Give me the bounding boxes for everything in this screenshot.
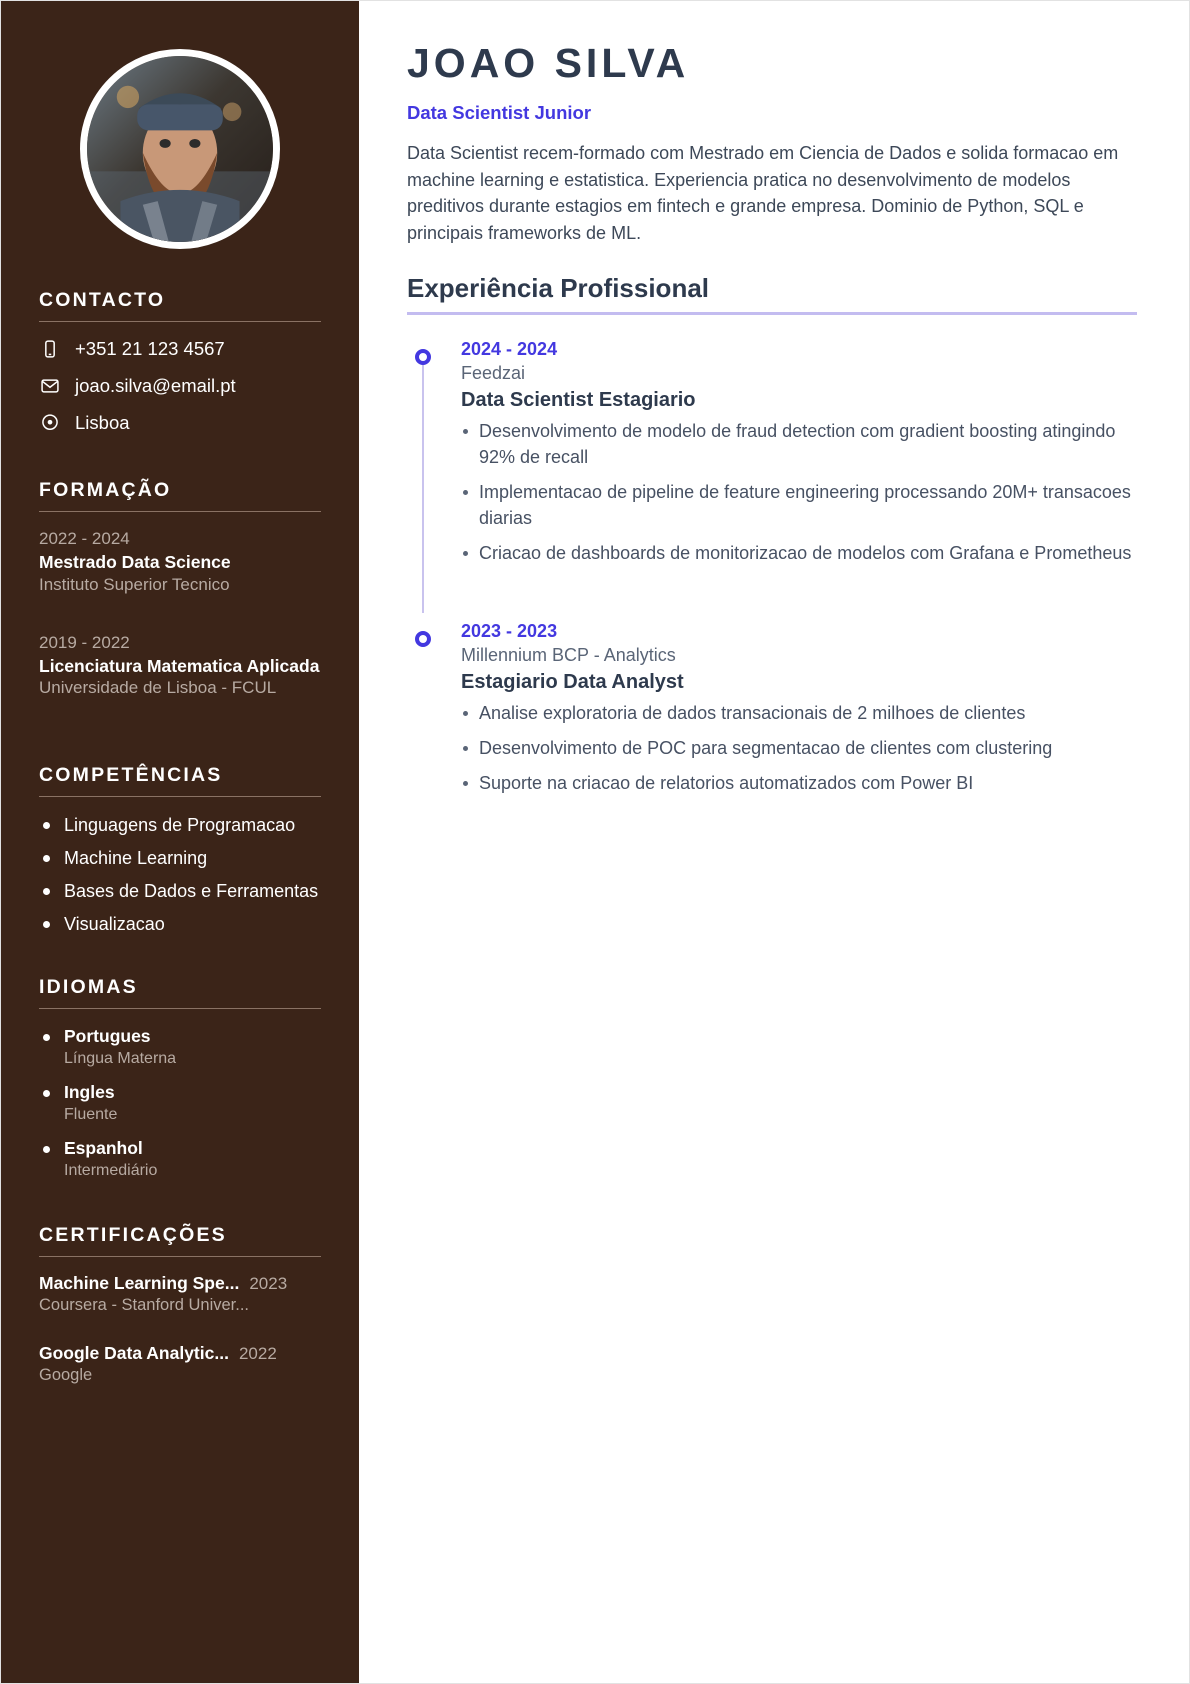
list-item: Implementacao de pipeline de feature engineering processando 20M+ transacoes diarias [461,479,1137,531]
languages-heading: IDIOMAS [39,975,138,998]
experience-company: Feedzai [461,362,526,383]
certification-item [39,1343,321,1387]
certification-name: Machine Learning Spe... [39,1272,240,1293]
languages-list [39,1025,321,1182]
contact-phone-row[interactable] [39,338,321,360]
skills-heading: COMPETÊNCIAS [39,763,223,786]
language-name: Portugues [64,1025,151,1046]
certifications-heading: CERTIFICAÇÕES [39,1223,227,1246]
language-level: Fluente [64,1105,118,1123]
education-degree: Licenciatura Matematica Aplicada [39,655,320,676]
experience-period: 2023 - 2023 [461,620,558,641]
language-name: Ingles [64,1082,115,1103]
envelope-icon [39,375,61,397]
profile-photo-icon [87,56,273,242]
experience-bullets [461,700,1137,796]
list-item: Linguagens de Programacao [39,813,321,837]
list-item: Desenvolvimento de modelo de fraud detection com gradient boosting atingindo 92% de recall [461,418,1137,470]
list-item: Criacao de dashboards de monitorizacao de modelos com Grafana e Prometheus [461,540,1137,566]
job-title: Data Scientist Junior [407,102,592,124]
certifications-section [1,1224,359,1387]
certification-year: 2023 [249,1273,288,1293]
experience-heading: Experiência Profissional [407,272,710,303]
avatar [80,49,280,249]
skills-divider [39,796,321,797]
location-pin-icon [39,412,61,434]
education-item [39,528,321,596]
education-section [1,479,359,700]
certification-header [39,1273,321,1294]
language-level: Intermediário [64,1162,158,1180]
sidebar [1,1,359,1683]
certifications-divider [39,1256,321,1257]
list-item [39,1081,321,1125]
experience-item [461,337,1137,567]
education-period: 2019 - 2022 [39,632,130,652]
list-item: Machine Learning [39,846,321,870]
skills-section [1,764,359,937]
certification-issuer: Coursera - Stanford Univer... [39,1295,250,1314]
experience-period: 2024 - 2024 [461,338,558,359]
experience-company: Millennium BCP - Analytics [461,644,676,665]
timeline-dot-icon [415,349,431,365]
timeline-line [422,365,424,613]
education-divider [39,511,321,512]
contact-email-text: joao.silva@email.pt [75,375,236,396]
education-period: 2022 - 2024 [39,529,130,548]
contact-phone-text: +351 21 123 4567 [75,338,225,359]
profile-summary: Data Scientist recem-formado com Mestrado em Ciencia de Dados e solida formacao em machine learning e estatistica. Experiencia pratica no desenvolvimento de modelos preditivos durante estagios em fintech e grande empresa. Dominio de Python, SQL e principais frameworks de ML. [407,143,1119,243]
contact-heading: CONTACTO [39,289,166,311]
languages-divider [39,1008,321,1009]
list-item [39,1025,321,1069]
list-item: Analise exploratoria de dados transacionais de 2 milhoes de clientes [461,700,1137,726]
education-degree: Mestrado Data Science [39,551,231,572]
contact-section [1,289,359,434]
list-item: Suporte na criacao de relatorios automatizados com Power BI [461,770,1137,796]
language-name: Espanhol [64,1138,143,1159]
certification-header [39,1343,321,1364]
education-school: Instituto Superior Tecnico [39,574,230,594]
page-title: JOAO SILVA [407,40,690,86]
certification-issuer: Google [39,1365,93,1384]
experience-role: Estagiario Data Analyst [461,671,684,694]
contact-divider [39,321,321,322]
education-item [39,632,321,700]
list-item [39,1137,321,1181]
certification-name: Google Data Analytic... [39,1342,229,1363]
contact-location-row[interactable] [39,412,321,434]
languages-section [1,976,359,1182]
skills-list [39,813,321,937]
contact-email-row[interactable] [39,375,321,397]
list-item: Desenvolvimento de POC para segmentacao de clientes com clustering [461,735,1137,761]
list-item: Visualizacao [39,912,321,936]
education-school: Universidade de Lisboa - FCUL [39,678,277,698]
language-level: Língua Materna [64,1049,177,1067]
education-heading: FORMAÇÃO [39,479,172,501]
certification-year: 2022 [238,1343,277,1363]
experience-divider [407,312,1137,315]
experience-item [461,619,1137,797]
certification-item [39,1273,321,1317]
experience-role: Data Scientist Estagiario [461,389,696,412]
experience-bullets [461,418,1137,566]
experience-timeline [407,337,1137,797]
contact-location-text: Lisboa [75,412,130,433]
list-item: Bases de Dados e Ferramentas [39,879,321,903]
phone-icon [39,338,61,360]
avatar-container [1,1,359,259]
timeline-dot-icon [415,631,431,647]
main-content [359,1,1189,1683]
